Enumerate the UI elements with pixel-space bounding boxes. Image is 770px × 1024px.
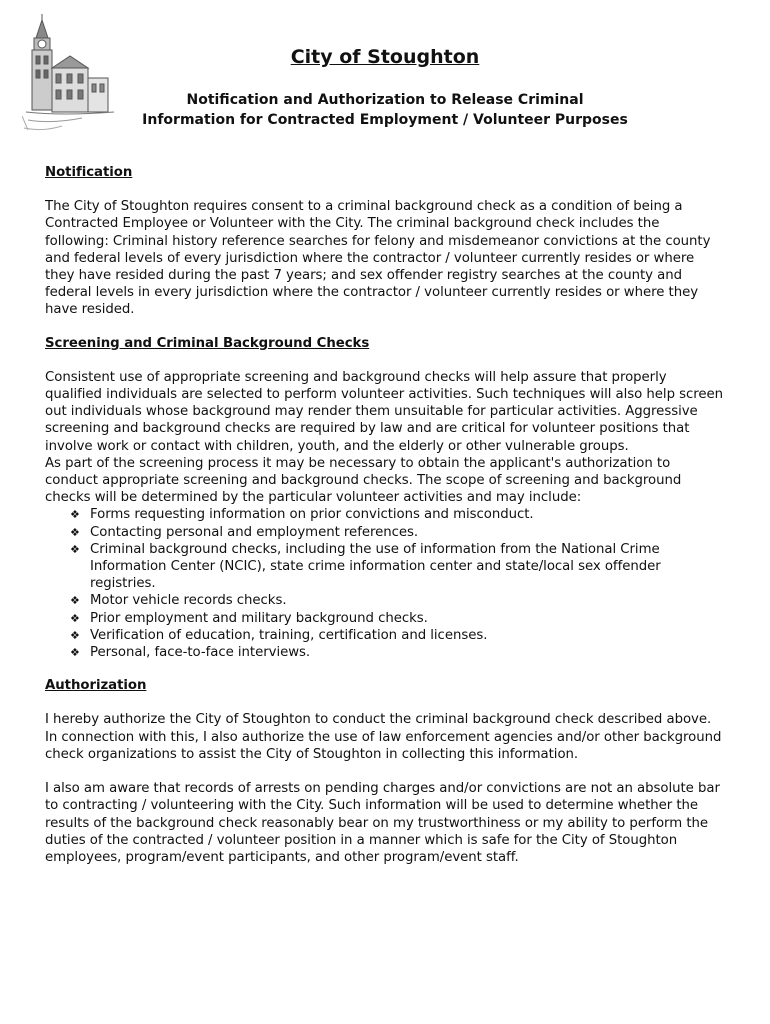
- list-item: ❖ Forms requesting information on prior convictions and misconduct.: [70, 507, 534, 523]
- form-subtitle: [100, 91, 670, 130]
- list-item: ❖ Contacting personal and employment references.: [70, 524, 419, 540]
- diamond-bullet-icon: ❖: [70, 594, 80, 608]
- page-title: City of Stoughton: [290, 46, 480, 68]
- diamond-bullet-icon: ❖: [70, 628, 80, 642]
- subtitle-line-2: Information for Contracted Employment / Volunteer Purposes: [142, 111, 628, 128]
- list-item: ❖ Personal, face-to-face interviews.: [70, 645, 311, 661]
- diamond-bullet-icon: ❖: [70, 611, 80, 625]
- screening-heading: Screening and Criminal Background Checks: [45, 335, 370, 351]
- authorization-paragraph-2: I also am aware that records of arrests on pending charges and/or convictions are not an absolute bar to contracting / volunteering with the City. Such information will be used to determine whether the results of the background check reasonably bear on my trustworthiness or my ability to perform the duties of the contracted / volunteer position in a manner which is safe for the City of Stoughton employees, program/event participants, and other program/event staff.: [45, 781, 720, 865]
- diamond-bullet-icon: ❖: [70, 646, 80, 660]
- document-body: [45, 164, 725, 866]
- diamond-bullet-icon: ❖: [70, 525, 80, 539]
- list-item: ❖ Motor vehicle records checks.: [70, 593, 287, 609]
- list-item: ❖ Criminal background checks, including the use of information from the National Crime Information Center (NCIC), state crime information center and state/local sex offender registries.: [70, 541, 661, 592]
- authorization-paragraph-1: I hereby authorize the City of Stoughton to conduct the criminal background check described above. In connection with this, I also authorize the use of law enforcement agencies and/or other background check organizations to assist the City of Stoughton in collecting this information.: [45, 712, 722, 762]
- list-item: ❖ Prior employment and military background checks.: [70, 610, 428, 626]
- notification-text: The City of Stoughton requires consent to a criminal background check as a condition of being a Contracted Employee or Volunteer with the City. The criminal background check includes the following: Criminal history reference searches for felony and misdemeanor convictions at the county and federal levels of every jurisdiction where the contractor / volunteer currently resides or where they have resided during the past 7 years; and sex offender registry searches at the county and federal levels in every jurisdiction where the contractor / volunteer currently resides or where they have resided.: [45, 199, 711, 318]
- authorization-heading: Authorization: [45, 678, 147, 694]
- list-item: ❖ Verification of education, training, certification and licenses.: [70, 627, 488, 643]
- screening-paragraph-2: As part of the screening process it may be necessary to obtain the applicant's authorization to conduct appropriate screening and background checks. The scope of screening and background checks will be determined by the particular volunteer activities and may include:: [45, 455, 682, 506]
- notification-heading: Notification: [45, 165, 133, 180]
- diamond-bullet-icon: ❖: [70, 542, 80, 556]
- diamond-bullet-icon: ❖: [70, 508, 80, 522]
- screening-paragraph-1: Consistent use of appropriate screening and background checks will help assure that properly qualified individuals are selected to perform volunteer activities. Such techniques will also help screen out individuals whose background may render them unsuitable for particular activities. Aggressive screening and background checks are required by law and are critical for volunteer positions that involve work or contact with children, youth, and the elderly or other vulnerable groups.: [45, 369, 724, 454]
- screening-list: [45, 506, 725, 661]
- subtitle-line-1: Notification and Authorization to Release Criminal: [186, 92, 584, 108]
